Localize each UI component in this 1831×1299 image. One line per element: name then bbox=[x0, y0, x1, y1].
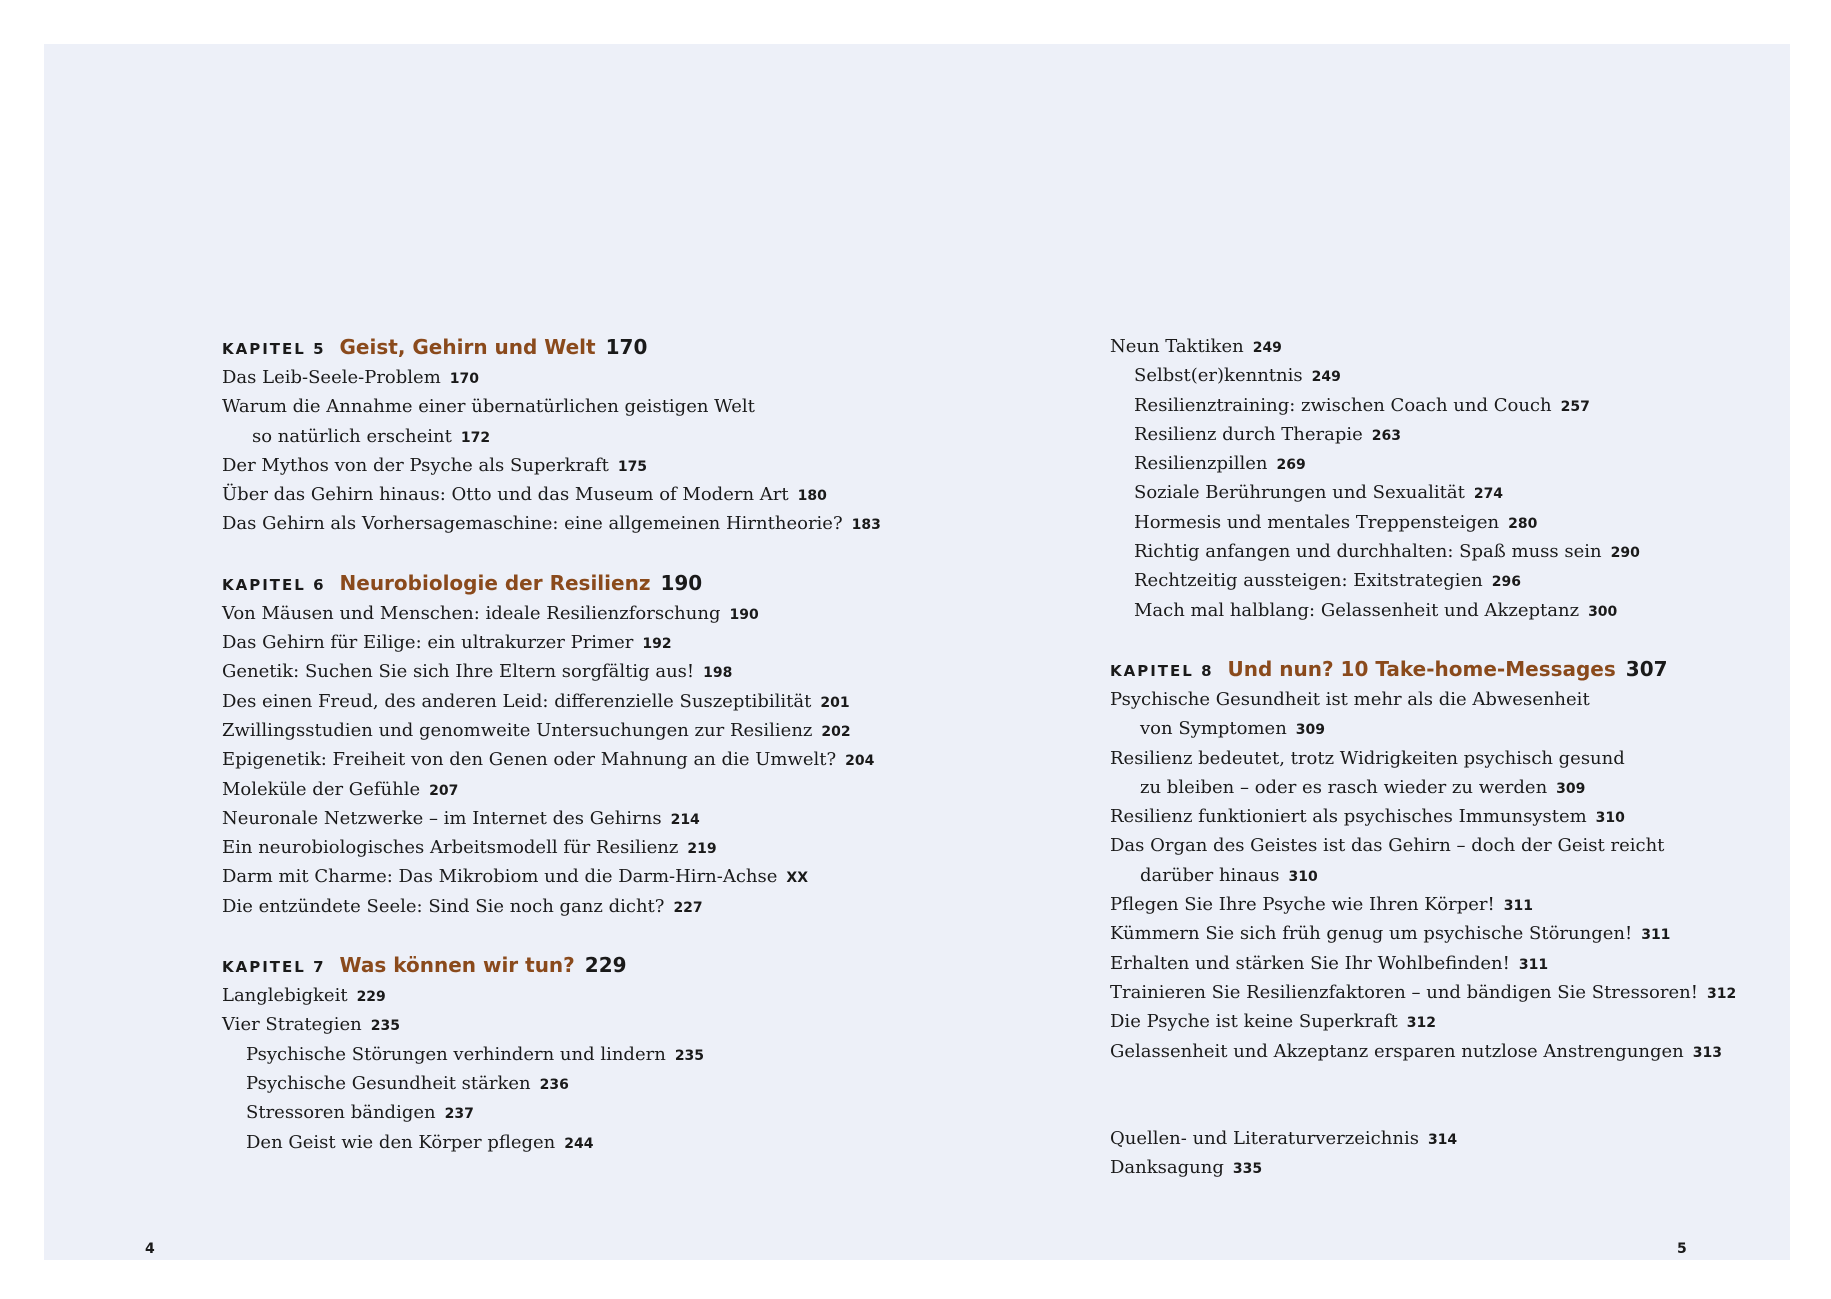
entry-page: 309 bbox=[1295, 722, 1326, 739]
entry-title: Erhalten und stärken Sie Ihr Wohlbefinden! bbox=[1110, 952, 1510, 974]
toc-entry[interactable] bbox=[222, 775, 1082, 804]
entry-title: Psychische Gesundheit stärken bbox=[246, 1072, 531, 1094]
entry-page: 313 bbox=[1692, 1044, 1723, 1061]
entry-title: Moleküle der Gefühle bbox=[222, 778, 421, 800]
entry-page: 201 bbox=[820, 694, 850, 711]
entry-page: 263 bbox=[1371, 427, 1402, 444]
toc-entry[interactable] bbox=[222, 451, 1082, 480]
toc-entry[interactable] bbox=[1110, 831, 1790, 860]
entry-page: 202 bbox=[821, 723, 851, 740]
toc-entry[interactable] bbox=[222, 1098, 1082, 1127]
entry-page: 198 bbox=[703, 665, 733, 682]
chapter-label: KAPITEL 8 bbox=[1110, 661, 1214, 680]
entry-page: 269 bbox=[1276, 457, 1306, 474]
toc-entry[interactable] bbox=[1110, 978, 1790, 1007]
toc-entry[interactable] bbox=[222, 1010, 1082, 1039]
entry-page: 170 bbox=[449, 371, 480, 387]
entry-title: Neun Taktiken bbox=[1110, 336, 1244, 357]
toc-entry[interactable] bbox=[222, 509, 1082, 538]
toc-entry[interactable] bbox=[1110, 744, 1790, 773]
entry-title: Resilienz bedeutet, trotz Widrigkeiten psychisch gesund bbox=[1110, 747, 1625, 769]
entry-page: 280 bbox=[1508, 515, 1538, 532]
entry-page: 219 bbox=[687, 841, 717, 858]
toc-left-column bbox=[222, 332, 1082, 1157]
entry-page: 312 bbox=[1706, 985, 1737, 1002]
entry-page: 236 bbox=[539, 1076, 569, 1093]
toc-entry[interactable] bbox=[222, 480, 1082, 509]
entry-title: Soziale Berührungen und Sexualität bbox=[1134, 482, 1465, 504]
entry-page: 311 bbox=[1503, 898, 1533, 915]
entry-page: 312 bbox=[1406, 1015, 1436, 1032]
entry-page: 257 bbox=[1560, 398, 1590, 415]
chapter-6-heading bbox=[222, 568, 1082, 599]
toc-entry[interactable] bbox=[1110, 508, 1790, 537]
toc-entry-acknowledgements[interactable] bbox=[1110, 1153, 1790, 1182]
entry-title: Mach mal halblang: Gelassenheit und Akzeptanz bbox=[1134, 599, 1580, 621]
entry-title: Das Leib-Seele-Problem bbox=[222, 367, 441, 388]
entry-title: Über das Gehirn hinaus: Otto und das Museum of Modern Art bbox=[222, 484, 789, 506]
entry-title: Darm mit Charme: Das Mikrobiom und die Darm-Hirn-Achse bbox=[222, 866, 778, 888]
entry-title: Resilienz durch Therapie bbox=[1134, 423, 1363, 445]
entry-page: 249 bbox=[1252, 340, 1282, 356]
chapter-label: KAPITEL 6 bbox=[222, 575, 326, 594]
entry-page: XX bbox=[786, 870, 809, 887]
entry-page: 314 bbox=[1427, 1131, 1458, 1148]
toc-entry[interactable] bbox=[222, 422, 1082, 451]
toc-entry[interactable] bbox=[1110, 949, 1790, 978]
entry-page: 311 bbox=[1641, 927, 1671, 944]
toc-entry[interactable] bbox=[222, 892, 1082, 921]
toc-entry[interactable] bbox=[222, 363, 1082, 392]
entry-title: Den Geist wie den Körper pflegen bbox=[246, 1131, 556, 1153]
section-gap bbox=[222, 921, 1082, 950]
toc-entry-references[interactable] bbox=[1110, 1124, 1790, 1153]
entry-title: Genetik: Suchen Sie sich Ihre Eltern sorgfältig aus! bbox=[222, 661, 695, 683]
entry-page: 229 bbox=[356, 989, 386, 1006]
toc-entry[interactable] bbox=[1110, 332, 1790, 361]
toc-entry[interactable] bbox=[222, 862, 1082, 891]
toc-entry[interactable] bbox=[222, 745, 1082, 774]
toc-entry[interactable] bbox=[1110, 537, 1790, 566]
entry-page: 180 bbox=[797, 488, 827, 505]
toc-entry[interactable] bbox=[1110, 1007, 1790, 1036]
entry-title: Neuronale Netzwerke – im Internet des Gehirns bbox=[222, 807, 662, 829]
toc-right-column bbox=[1110, 332, 1790, 1182]
chapter-title: Was können wir tun? bbox=[339, 953, 575, 978]
entry-title: Des einen Freud, des anderen Leid: differenzielle Suszeptibilität bbox=[222, 690, 812, 712]
entry-page: 274 bbox=[1473, 486, 1504, 503]
entry-title: Selbst(er)kenntnis bbox=[1134, 365, 1303, 387]
entry-title: Pflegen Sie Ihre Psyche wie Ihren Körper! bbox=[1110, 894, 1495, 916]
entry-page: 310 bbox=[1595, 810, 1625, 827]
entry-title: Resilienz funktioniert als psychisches Immunsystem bbox=[1110, 806, 1587, 828]
entry-title: Stressoren bändigen bbox=[246, 1102, 436, 1124]
entry-page: 172 bbox=[460, 429, 491, 446]
entry-page: 335 bbox=[1232, 1161, 1263, 1178]
entry-title: Rechtzeitig aussteigen: Exitstrategien bbox=[1134, 570, 1483, 592]
entry-title: Gelassenheit und Akzeptanz ersparen nutzlose Anstrengungen bbox=[1110, 1040, 1684, 1062]
toc-entry[interactable] bbox=[222, 716, 1082, 745]
entry-title: Vier Strategien bbox=[222, 1014, 362, 1036]
entry-title: Von Mäusen und Menschen: ideale Resilienzforschung bbox=[222, 602, 721, 624]
chapter-label: KAPITEL 5 bbox=[222, 340, 326, 358]
entry-title: Psychische Störungen verhindern und lindern bbox=[246, 1043, 666, 1065]
entry-title: Kümmern Sie sich früh genug um psychische Störungen! bbox=[1110, 923, 1633, 945]
toc-entry[interactable] bbox=[1110, 714, 1790, 743]
toc-entry[interactable] bbox=[1110, 890, 1790, 919]
entry-page: 296 bbox=[1491, 574, 1521, 591]
toc-entry[interactable] bbox=[1110, 566, 1790, 595]
entry-page: 175 bbox=[617, 458, 648, 475]
toc-entry[interactable] bbox=[222, 1040, 1082, 1069]
toc-entry[interactable] bbox=[1110, 361, 1790, 390]
entry-page: 237 bbox=[444, 1106, 474, 1123]
chapter-page: 229 bbox=[584, 953, 627, 978]
chapter-5-heading bbox=[222, 332, 1082, 363]
toc-entry[interactable] bbox=[1110, 1037, 1790, 1066]
chapter-page: 190 bbox=[660, 570, 703, 595]
entry-title: Trainieren Sie Resilienzfaktoren – und bändigen Sie Stressoren! bbox=[1110, 981, 1698, 1003]
entry-title: Psychische Gesundheit ist mehr als die Abwesenheit bbox=[1110, 688, 1590, 710]
entry-title: Der Mythos von der Psyche als Superkraft bbox=[222, 454, 609, 476]
toc-entry[interactable] bbox=[222, 599, 1082, 628]
entry-page: 309 bbox=[1556, 780, 1586, 797]
entry-title: Langlebigkeit bbox=[222, 985, 348, 1007]
entry-title: Das Organ des Geistes ist das Gehirn – doch der Geist reicht bbox=[1110, 835, 1665, 857]
entry-page: 290 bbox=[1610, 545, 1640, 562]
section-gap bbox=[1110, 1066, 1790, 1124]
toc-entry[interactable] bbox=[1110, 802, 1790, 831]
section-gap bbox=[1110, 625, 1790, 654]
toc-entry[interactable] bbox=[222, 833, 1082, 862]
chapter-title: Geist, Gehirn und Welt bbox=[339, 335, 596, 359]
entry-page: 310 bbox=[1288, 868, 1318, 885]
chapter-page: 307 bbox=[1625, 656, 1668, 681]
entry-title: Warum die Annahme einer übernatürlichen geistigen Welt bbox=[222, 396, 755, 418]
page-number-right: 5 bbox=[1677, 1241, 1687, 1257]
entry-title: Zwillingsstudien und genomweite Untersuchungen zur Resilienz bbox=[222, 719, 813, 741]
chapter-title: Und nun? 10 Take-home-Messages bbox=[1227, 656, 1616, 681]
chapter-page: 170 bbox=[605, 335, 648, 359]
entry-page: 204 bbox=[845, 753, 875, 770]
entry-page: 235 bbox=[370, 1018, 400, 1035]
entry-page: 192 bbox=[642, 636, 672, 653]
toc-entry[interactable] bbox=[1110, 596, 1790, 625]
entry-title: Quellen- und Literaturverzeichnis bbox=[1110, 1127, 1419, 1149]
entry-page: 207 bbox=[429, 782, 459, 799]
chapter-label: KAPITEL 7 bbox=[222, 958, 326, 977]
entry-title: darüber hinaus bbox=[1140, 864, 1280, 886]
toc-entry[interactable] bbox=[222, 981, 1082, 1010]
entry-title: Das Gehirn als Vorhersagemaschine: eine allgemeinen Hirntheorie? bbox=[222, 513, 843, 535]
toc-entry[interactable] bbox=[222, 628, 1082, 657]
entry-page: 190 bbox=[729, 606, 759, 623]
entry-page: 249 bbox=[1311, 369, 1341, 386]
entry-title: so natürlich erscheint bbox=[252, 425, 452, 447]
entry-page: 311 bbox=[1518, 956, 1549, 973]
entry-title: Das Gehirn für Eilige: ein ultrakurzer Primer bbox=[222, 632, 634, 654]
entry-page: 227 bbox=[673, 899, 703, 916]
entry-page: 214 bbox=[670, 811, 700, 828]
entry-title: zu bleiben – oder es rasch wieder zu werden bbox=[1140, 776, 1548, 798]
entry-title: Epigenetik: Freiheit von den Genen oder Mahnung an die Umwelt? bbox=[222, 749, 837, 771]
entry-title: Hormesis und mentales Treppensteigen bbox=[1134, 511, 1500, 533]
toc-entry[interactable] bbox=[1110, 420, 1790, 449]
entry-title: Danksagung bbox=[1110, 1157, 1224, 1179]
toc-entry[interactable] bbox=[1110, 685, 1790, 714]
chapter-title: Neurobiologie der Resilienz bbox=[339, 570, 651, 595]
toc-entry[interactable] bbox=[1110, 919, 1790, 948]
toc-entry[interactable] bbox=[222, 1128, 1082, 1157]
toc-entry[interactable] bbox=[222, 1069, 1082, 1098]
toc-entry[interactable] bbox=[1110, 391, 1790, 420]
entry-title: Die entzündete Seele: Sind Sie noch ganz dicht? bbox=[222, 895, 665, 917]
entry-title: von Symptomen bbox=[1140, 718, 1287, 740]
chapter-8-heading bbox=[1110, 654, 1790, 685]
entry-title: Resilienzpillen bbox=[1134, 453, 1268, 475]
entry-title: Resilienztraining: zwischen Coach und Couch bbox=[1134, 394, 1552, 416]
entry-page: 235 bbox=[674, 1047, 705, 1064]
entry-title: Richtig anfangen und durchhalten: Spaß muss sein bbox=[1134, 541, 1602, 563]
toc-entry[interactable] bbox=[222, 804, 1082, 833]
toc-entry[interactable] bbox=[1110, 773, 1790, 802]
entry-title: Ein neurobiologisches Arbeitsmodell für Resilienz bbox=[222, 837, 679, 859]
section-gap bbox=[222, 539, 1082, 568]
entry-title: Die Psyche ist keine Superkraft bbox=[1110, 1011, 1398, 1033]
toc-entry[interactable] bbox=[222, 687, 1082, 716]
chapter-7-heading bbox=[222, 950, 1082, 981]
toc-entry[interactable] bbox=[1110, 478, 1790, 507]
book-spread bbox=[44, 44, 1790, 1260]
toc-entry[interactable] bbox=[222, 392, 1082, 421]
entry-page: 244 bbox=[564, 1135, 594, 1152]
entry-page: 300 bbox=[1588, 603, 1618, 620]
toc-entry[interactable] bbox=[222, 657, 1082, 686]
entry-page: 183 bbox=[851, 517, 881, 534]
toc-entry[interactable] bbox=[1110, 449, 1790, 478]
toc-entry[interactable] bbox=[1110, 861, 1790, 890]
page-number-left: 4 bbox=[145, 1241, 155, 1257]
